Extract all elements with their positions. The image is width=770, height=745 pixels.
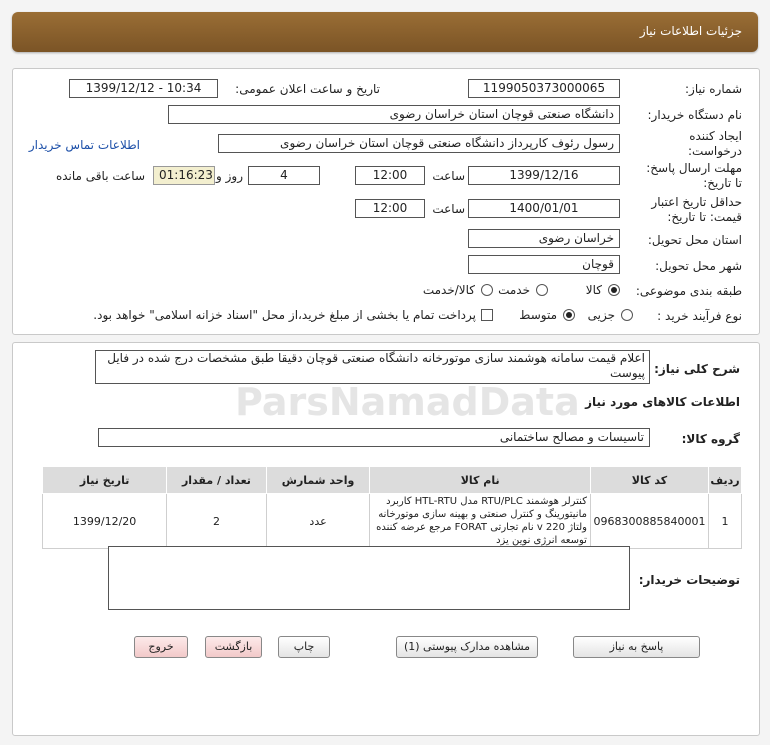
creator-label-2: درخواست: — [688, 144, 742, 158]
province-label: استان محل تحویل: — [647, 233, 742, 247]
table-row — [43, 494, 742, 549]
process-option-minor: جزیی — [587, 308, 615, 322]
back-button[interactable]: بازگشت — [205, 636, 262, 658]
cell-unit: عدد — [266, 494, 370, 549]
validity-label-1: حداقل تاریخ اعتبار — [651, 195, 742, 209]
col-date: تاریخ نیاز — [43, 467, 167, 494]
page-title: جزئیات اطلاعات نیاز — [639, 24, 742, 38]
category-option-service: خدمت — [498, 283, 530, 297]
process-option-medium: متوسط — [519, 308, 557, 322]
buyer-notes-label: توضیحات خریدار: — [638, 573, 740, 587]
announce-label: تاریخ و ساعت اعلان عمومی: — [235, 82, 380, 96]
need-number-field: 1199050373000065 — [468, 79, 620, 98]
creator-field: رسول رئوف کارپرداز دانشگاه صنعتی قوچان استان خراسان رضوی — [218, 134, 620, 153]
print-button[interactable]: چاپ — [278, 636, 330, 658]
treasury-payment-note: پرداخت تمام یا بخشی از مبلغ خرید،از محل "اسناد خزانه اسلامی" خواهد بود. — [93, 308, 476, 322]
description-field: اعلام قیمت سامانه هوشمند سازی موتورخانه دانشگاه صنعتی قوچان دقیقا طبق مشخصات درج شده در فایل پیوست — [95, 350, 650, 384]
cell-qty: 2 — [167, 494, 267, 549]
col-row: ردیف — [708, 467, 741, 494]
deadline-date-field: 1399/12/16 — [468, 166, 620, 185]
cell-name: کنترلر هوشمند RTU/PLC مدل HTL-RTU کاربرد مانیتورینگ و کنترل صنعتی و بهینه سازی موتورخانه ولتاژ 220 v نام تجارتی FORAT مرجع عرضه کننده توسعه انرژی نوین یزد — [370, 494, 591, 549]
city-label: شهر محل تحویل: — [655, 259, 742, 273]
days-label: روز و — [216, 169, 243, 183]
validity-label-2: قیمت: تا تاریخ: — [667, 210, 742, 224]
watermark: ParsNamadData — [235, 380, 580, 424]
buyer-field: دانشگاه صنعتی قوچان استان خراسان رضوی — [168, 105, 620, 124]
exit-button[interactable]: خروج — [134, 636, 188, 658]
treasury-payment-checkbox[interactable] — [481, 309, 493, 321]
validity-date-field: 1400/01/01 — [468, 199, 620, 218]
col-name: نام کالا — [370, 467, 591, 494]
category-label: طبقه بندی موضوعی: — [635, 284, 742, 298]
buyer-label: نام دستگاه خریدار: — [647, 108, 742, 122]
category-radio-goods[interactable] — [608, 284, 620, 296]
col-code: کد کالا — [590, 467, 708, 494]
reply-button[interactable]: پاسخ به نیاز — [573, 636, 700, 658]
buyer-notes-field — [108, 546, 630, 610]
category-option-goods: کالا — [585, 283, 602, 297]
attachments-button[interactable]: مشاهده مدارک پیوستی (1) — [396, 636, 538, 658]
validity-time-field: 12:00 — [355, 199, 425, 218]
col-unit: واحد شمارش — [266, 467, 370, 494]
days-field: 4 — [248, 166, 320, 185]
category-radio-goods-service[interactable] — [481, 284, 493, 296]
description-label: شرح کلی نیاز: — [654, 362, 740, 376]
province-field: خراسان رضوی — [468, 229, 620, 248]
category-radio-service[interactable] — [536, 284, 548, 296]
goods-group-field: تاسیسات و مصالح ساختمانی — [98, 428, 650, 447]
cell-date: 1399/12/20 — [43, 494, 167, 549]
deadline-label-1: مهلت ارسال پاسخ: — [646, 161, 742, 175]
goods-section-title: اطلاعات کالاهای مورد نیاز — [585, 395, 740, 409]
announce-field: 1399/12/12 - 10:34 — [69, 79, 218, 98]
col-qty: تعداد / مقدار — [167, 467, 267, 494]
category-option-goods-service: کالا/خدمت — [422, 283, 475, 297]
process-label: نوع فرآیند خرید : — [657, 309, 742, 323]
creator-label-1: ایجاد کننده — [689, 129, 742, 143]
items-table-header — [43, 467, 742, 494]
deadline-time-field: 12:00 — [355, 166, 425, 185]
remaining-label: ساعت باقی مانده — [55, 169, 145, 183]
cell-row: 1 — [708, 494, 741, 549]
validity-time-label: ساعت — [432, 202, 465, 216]
cell-code: 0968300885840001 — [590, 494, 708, 549]
process-radio-medium[interactable] — [563, 309, 575, 321]
deadline-label-2: تا تاریخ: — [703, 176, 742, 190]
deadline-time-label: ساعت — [432, 169, 465, 183]
remaining-timer: 01:16:23 — [153, 166, 215, 185]
goods-group-label: گروه کالا: — [681, 432, 740, 446]
process-radio-minor[interactable] — [621, 309, 633, 321]
items-table — [42, 466, 742, 549]
need-number-label: شماره نیاز: — [685, 82, 742, 96]
buyer-contact-link[interactable]: اطلاعات تماس خریدار — [28, 138, 140, 152]
city-field: قوچان — [468, 255, 620, 274]
page-header — [12, 12, 758, 52]
